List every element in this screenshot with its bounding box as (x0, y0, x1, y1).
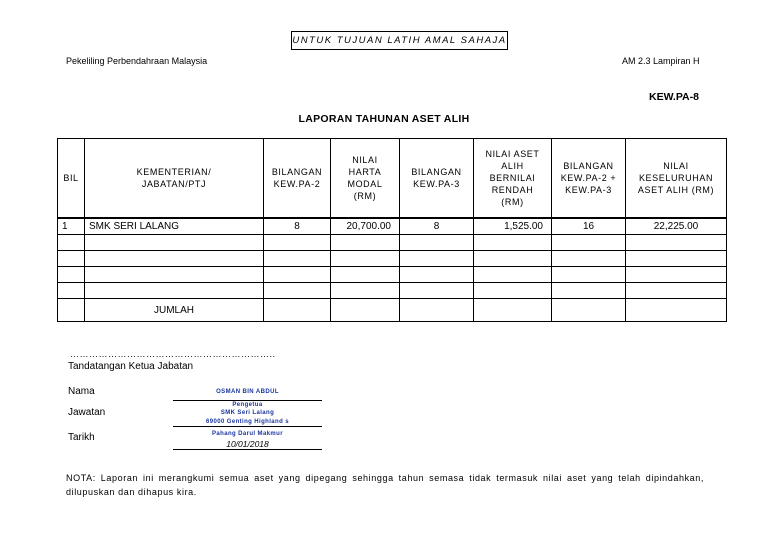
table-cell (552, 251, 626, 267)
table-cell (400, 235, 474, 251)
col-header-bil: BIL (58, 139, 85, 219)
table-cell (474, 267, 552, 283)
stamp-name: OSMAN BIN ABDUL (216, 389, 279, 395)
table-cell (474, 283, 552, 299)
stamp-school: SMK Seri Lalang (220, 410, 275, 416)
cell-bil: 1 (58, 218, 85, 235)
table-cell (474, 299, 552, 322)
table-row (58, 267, 727, 283)
table-cell (331, 235, 400, 251)
total-label: JUMLAH (85, 299, 264, 322)
footnote: NOTA: Laporan ini merangkumi semua aset yang dipegang sehingga tahun semasa tidak termasuk nilai aset yang telah dipindahkan, dilupuskan dan dihapus kira. (66, 473, 704, 497)
table-cell (58, 235, 85, 251)
stamp-address: 69000 Genting Highland s (206, 419, 289, 425)
col-header-total-value: NILAI KESELURUHAN ASET ALIH (RM) (626, 139, 727, 219)
table-cell (400, 299, 474, 322)
table-cell (264, 267, 331, 283)
table-row (58, 235, 727, 251)
table-cell (626, 299, 727, 322)
col-header-ministry: KEMENTERIAN/ JABATAN/PTJ (85, 139, 264, 219)
asset-report-table (57, 138, 727, 322)
table-cell (474, 235, 552, 251)
cell-capital-value: 20,700.00 (331, 218, 400, 235)
signature-line: ……………………………………………………….. (70, 349, 276, 359)
table-cell (85, 235, 264, 251)
cell-ministry: SMK SERI LALANG (85, 218, 264, 235)
table-cell (331, 251, 400, 267)
date-label: Tarikh (68, 432, 95, 443)
form-code: KEW.PA-8 (649, 91, 699, 103)
table-cell (264, 251, 331, 267)
table-row (58, 283, 727, 299)
table-cell (552, 235, 626, 251)
date-underline (173, 449, 322, 450)
signature-caption: Tandatangan Ketua Jabatan (68, 361, 194, 372)
table-cell (331, 283, 400, 299)
stamp-state: Pahang Darul Makmur (212, 431, 283, 437)
table-cell (58, 251, 85, 267)
table-cell (626, 283, 727, 299)
table-cell (400, 251, 474, 267)
table-cell (264, 283, 331, 299)
position-underline (173, 426, 322, 427)
table-cell (264, 299, 331, 322)
table-cell (85, 267, 264, 283)
cell-low-value: 1,525.00 (474, 218, 552, 235)
total-row (58, 299, 727, 322)
col-header-low-value: NILAI ASET ALIH BERNILAI RENDAH (RM) (474, 139, 552, 219)
table-cell (552, 267, 626, 283)
table-cell (58, 283, 85, 299)
position-label: Jawatan (68, 407, 106, 418)
table-cell (400, 283, 474, 299)
table-cell (85, 251, 264, 267)
table-cell (331, 299, 400, 322)
col-header-capital-value: NILAI HARTA MODAL (RM) (331, 139, 400, 219)
cell-count-pa3: 8 (400, 218, 474, 235)
table-cell (626, 235, 727, 251)
circular-name: Pekeliling Perbendahraan Malaysia (66, 56, 208, 66)
table-cell (58, 299, 85, 322)
col-header-count-pa3: BILANGAN KEW.PA-3 (400, 139, 474, 219)
date-value: 10/01/2018 (226, 439, 269, 449)
table-cell (552, 283, 626, 299)
table-header-row (58, 139, 727, 219)
table-row (58, 251, 727, 267)
table-cell (474, 251, 552, 267)
stamp-position: Pengetua (232, 402, 263, 408)
report-title: LAPORAN TAHUNAN ASET ALIH (298, 113, 470, 125)
name-underline (173, 400, 322, 401)
table-row (58, 218, 727, 235)
table-cell (331, 267, 400, 283)
cell-count-total: 16 (552, 218, 626, 235)
col-header-count-pa2: BILANGAN KEW.PA-2 (264, 139, 331, 219)
table-cell (626, 267, 727, 283)
table-cell (85, 283, 264, 299)
table-cell (552, 299, 626, 322)
name-label: Nama (68, 386, 95, 397)
table-cell (264, 235, 331, 251)
cell-count-pa2: 8 (264, 218, 331, 235)
table-cell (626, 251, 727, 267)
appendix-reference: AM 2.3 Lampiran H (622, 56, 700, 66)
cell-total-value: 22,225.00 (626, 218, 727, 235)
table-cell (400, 267, 474, 283)
practice-banner: UNTUK TUJUAN LATIH AMAL SAHAJA (291, 31, 508, 50)
col-header-count-total: BILANGAN KEW.PA-2 + KEW.PA-3 (552, 139, 626, 219)
table-cell (58, 267, 85, 283)
